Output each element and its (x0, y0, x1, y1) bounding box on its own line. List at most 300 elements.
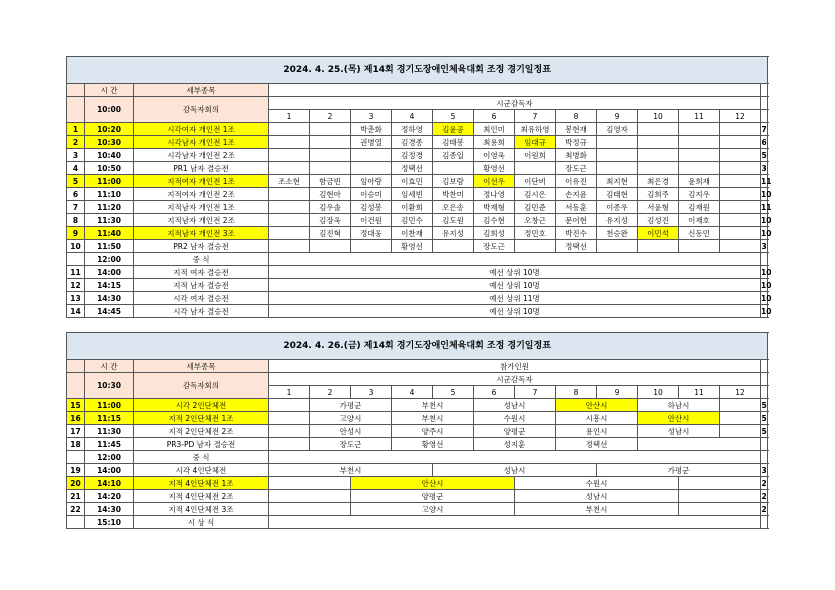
blank (269, 451, 761, 464)
blank (269, 425, 310, 438)
athlete-cell (269, 123, 310, 136)
row-total (761, 438, 768, 451)
blank (269, 253, 761, 266)
meet-label: 감독자회의 (134, 373, 269, 399)
athlete-cell: 박정규 (556, 136, 597, 149)
athlete-cell: 김희주 (638, 188, 679, 201)
table-row (67, 175, 768, 188)
final-note: 예선 상위 10명 (269, 305, 761, 318)
row-event: 지적남자 개인전 3조 (134, 227, 269, 240)
athlete-cell: 이재호 (679, 214, 720, 227)
athlete-cell: 권병열 (351, 136, 392, 149)
row-total: 5 (761, 400, 767, 410)
row-number: 6 (67, 188, 85, 201)
blank (720, 399, 761, 412)
athlete-cell: 김성봉 (351, 201, 392, 214)
table-row (67, 279, 768, 292)
blank (761, 386, 768, 399)
lane-number: 3 (351, 110, 392, 123)
athlete-cell (269, 240, 310, 253)
athlete-cell: 최인미 (474, 123, 515, 136)
blank (269, 412, 310, 425)
athlete-cell: 이승미 (351, 188, 392, 201)
row-time: 11:00 (85, 399, 134, 412)
athlete-cell: 김장욱 (310, 214, 351, 227)
athlete-cell: 서윤형 (638, 201, 679, 214)
athlete-cell: 임대규 (515, 136, 556, 149)
row-number: 13 (67, 292, 85, 305)
row-time: 10:40 (85, 149, 134, 162)
row-time: 11:40 (85, 227, 134, 240)
athlete-cell: 정택선 (392, 162, 433, 175)
row-number: 11 (67, 266, 85, 279)
row-event: 시각 여자 결승전 (134, 292, 269, 305)
no-cell (67, 253, 85, 266)
athlete-cell: 이선우 (474, 175, 515, 188)
blank (761, 373, 768, 386)
athlete-cell: 김도원 (433, 214, 474, 227)
table-row (67, 136, 768, 149)
row-total: 10 (761, 267, 772, 277)
table-row (67, 412, 768, 425)
athlete-cell: 김태현 (597, 188, 638, 201)
time-header: 시 간 (85, 360, 134, 373)
table-row (67, 438, 768, 451)
athlete-cell: 문이현 (556, 214, 597, 227)
athlete-cell: 김민수 (392, 214, 433, 227)
table-row (67, 373, 768, 386)
table-row (67, 333, 768, 360)
meet-time: 10:00 (85, 97, 134, 123)
athlete-cell: 신동민 (679, 227, 720, 240)
blank (679, 477, 761, 490)
row-time: 10:30 (85, 136, 134, 149)
athlete-cell: 이영욱 (474, 149, 515, 162)
final-note: 예선 상위 11명 (269, 292, 761, 305)
table-row (67, 57, 768, 84)
ceremony-label: 시 상 식 (134, 516, 269, 529)
row-total: 3 (761, 163, 767, 173)
athlete-cell: 장도근 (474, 240, 515, 253)
athlete-cell (269, 201, 310, 214)
athlete-cell (269, 136, 310, 149)
team-cell: 시흥시 (556, 412, 638, 425)
team-cell: 안산시 (638, 412, 720, 425)
athlete-cell (269, 214, 310, 227)
team-cell: 수원시 (515, 477, 679, 490)
row-total: 11 (761, 176, 772, 186)
athlete-cell: 김민준 (515, 201, 556, 214)
lane-number: 10 (638, 110, 679, 123)
athlete-cell: 이원희 (515, 149, 556, 162)
blank (761, 110, 768, 123)
athlete-cell: 장도근 (556, 162, 597, 175)
athlete-cell: 최지현 (597, 175, 638, 188)
lunch-label: 중 식 (134, 451, 269, 464)
row-event: 지적남자 개인전 1조 (134, 201, 269, 214)
row-total: 5 (761, 413, 767, 423)
schedule-table-day1 (66, 56, 772, 318)
row-total: 11 (761, 202, 772, 212)
blank (720, 425, 761, 438)
athlete-cell (269, 188, 310, 201)
athlete-cell (638, 136, 679, 149)
ceremony-time: 15:10 (85, 516, 134, 529)
athlete-cell (638, 162, 679, 175)
no-cell (67, 97, 85, 123)
row-event: 지적 4인단체전 3조 (134, 503, 269, 516)
athlete-cell (310, 136, 351, 149)
row-number: 1 (67, 123, 85, 136)
lane-number: 12 (720, 386, 761, 399)
lane-number: 5 (433, 110, 474, 123)
athlete-cell (638, 149, 679, 162)
row-total: 3 (761, 465, 767, 475)
athlete-cell (679, 123, 720, 136)
row-event: 시각남자 개인전 1조 (134, 136, 269, 149)
athlete-cell: 최은경 (638, 175, 679, 188)
row-event: 지적 여자 결승전 (134, 266, 269, 279)
athlete-cell (720, 201, 761, 214)
team-cell: 고양시 (351, 503, 515, 516)
team-cell: 성남시 (474, 399, 556, 412)
team-cell: 가평군 (310, 399, 392, 412)
time-header: 시 간 (85, 84, 134, 97)
no-cell (67, 373, 85, 399)
team-cell: 하남시 (638, 399, 720, 412)
lane-number: 1 (269, 386, 310, 399)
athlete-cell: 함금빈 (310, 175, 351, 188)
row-event: 시각여자 개인전 1조 (134, 123, 269, 136)
lane-number: 7 (515, 110, 556, 123)
row-time: 10:20 (85, 123, 134, 136)
athlete-cell: 이단비 (515, 175, 556, 188)
athlete-cell (269, 149, 310, 162)
athlete-cell (515, 162, 556, 175)
no-header (67, 360, 85, 373)
athlete-cell: 황영선 (392, 438, 474, 451)
athlete-cell (679, 149, 720, 162)
athlete-cell (638, 123, 679, 136)
lane-number: 3 (351, 386, 392, 399)
athlete-cell: 유지성 (433, 227, 474, 240)
blank (679, 490, 761, 503)
row-time: 14:15 (85, 279, 134, 292)
athlete-cell: 정민호 (515, 227, 556, 240)
blank (761, 360, 768, 373)
team-cell: 양평군 (351, 490, 515, 503)
lane-number: 7 (515, 386, 556, 399)
row-event: PR2 남자 결승전 (134, 240, 269, 253)
row-time: 10:50 (85, 162, 134, 175)
row-number: 12 (67, 279, 85, 292)
lane-number: 11 (679, 386, 720, 399)
team-cell: 용인시 (556, 425, 638, 438)
athlete-cell (720, 240, 761, 253)
row-number: 15 (67, 399, 85, 412)
athlete-cell (679, 162, 720, 175)
row-event: PR1 남자 결승전 (134, 162, 269, 175)
team-cell: 성남시 (515, 490, 679, 503)
row-event: 지적 2인단체전 2조 (134, 425, 269, 438)
athlete-cell: 김재원 (679, 201, 720, 214)
row-time: 11:20 (85, 201, 134, 214)
row-total: 10 (761, 215, 772, 225)
table-row (67, 123, 768, 136)
table-row (67, 503, 768, 516)
row-number: 7 (67, 201, 85, 214)
athlete-cell: 이찬재 (392, 227, 433, 240)
table-row (67, 266, 768, 279)
row-event: 지적 4인단체전 2조 (134, 490, 269, 503)
lane-number: 8 (556, 386, 597, 399)
table-row (67, 305, 768, 318)
athlete-cell (351, 240, 392, 253)
blank (761, 84, 768, 97)
row-event: 지적여자 개인전 1조 (134, 175, 269, 188)
group-label: 시군감독자 (269, 373, 761, 386)
no-cell (67, 451, 85, 464)
row-event: 지적 2인단체전 1조 (134, 412, 269, 425)
athlete-cell (720, 123, 761, 136)
athlete-cell: 봉현재 (556, 123, 597, 136)
meet-label: 감독자회의 (134, 97, 269, 123)
table-row (67, 97, 768, 110)
blank (761, 253, 768, 266)
athlete-cell: 김성진 (638, 214, 679, 227)
athlete-cell: 서동훈 (556, 201, 597, 214)
athlete-cell: 이효민 (392, 175, 433, 188)
athlete-cell: 성지훈 (474, 438, 556, 451)
athlete-cell: 이환희 (392, 201, 433, 214)
row-event: 지적여자 개인전 2조 (134, 188, 269, 201)
lane-number: 9 (597, 110, 638, 123)
row-number: 10 (67, 240, 85, 253)
row-event: 지적 4인단체전 1조 (134, 477, 269, 490)
row-event: 지적남자 개인전 2조 (134, 214, 269, 227)
athlete-cell (433, 162, 474, 175)
lane-number: 6 (474, 110, 515, 123)
athlete-cell (310, 149, 351, 162)
athlete-cell (351, 162, 392, 175)
athlete-cell (720, 175, 761, 188)
row-event: 시각 남자 결승전 (134, 305, 269, 318)
lane-number: 6 (474, 386, 515, 399)
athlete-cell: 이건원 (351, 214, 392, 227)
athlete-cell: 임세빈 (392, 188, 433, 201)
team-cell: 수원시 (474, 412, 556, 425)
athlete-cell: 정택선 (556, 438, 638, 451)
blank (761, 97, 768, 110)
team-cell: 안산시 (351, 477, 515, 490)
row-event: 지적 남자 결승전 (134, 279, 269, 292)
blank (638, 438, 761, 451)
athlete-cell: 이유진 (556, 175, 597, 188)
team-cell: 성남시 (433, 464, 597, 477)
row-total: 10 (761, 293, 772, 303)
lunch-time: 12:00 (85, 253, 134, 266)
athlete-cell: 천승완 (597, 227, 638, 240)
table-row (67, 214, 768, 227)
athlete-cell: 박재형 (474, 201, 515, 214)
table-row (67, 516, 768, 529)
lunch-label: 중 식 (134, 253, 269, 266)
row-time: 11:10 (85, 188, 134, 201)
athlete-cell: 황영선 (392, 240, 433, 253)
blank (761, 451, 768, 464)
athlete-cell (597, 149, 638, 162)
athlete-cell: 김현아 (310, 188, 351, 201)
row-total: 5 (761, 150, 767, 160)
athlete-cell: 박진수 (556, 227, 597, 240)
blank (269, 477, 351, 490)
athlete-cell (310, 240, 351, 253)
table-row (67, 253, 768, 266)
event-header: 세부종목 (134, 360, 269, 373)
row-total: 10 (761, 189, 772, 199)
row-time: 14:45 (85, 305, 134, 318)
athlete-cell: 손지윤 (556, 188, 597, 201)
athlete-cell: 이민석 (638, 227, 679, 240)
table-row (67, 188, 768, 201)
day2-title: 2024. 4. 26.(금) 제14회 경기도장애인체육대회 조정 경기일정표 (67, 333, 768, 360)
athlete-cell: 김보람 (433, 175, 474, 188)
row-number: 18 (67, 438, 85, 451)
athlete-cell: 박춘화 (351, 123, 392, 136)
athlete-cell: 김시은 (515, 188, 556, 201)
athlete-cell: 김우솔 (310, 201, 351, 214)
row-time: 14:30 (85, 292, 134, 305)
athlete-cell: 유지성 (597, 214, 638, 227)
row-time: 11:50 (85, 240, 134, 253)
row-time: 14:00 (85, 266, 134, 279)
lane-number: 11 (679, 110, 720, 123)
group-label: 시군감독자 (269, 97, 761, 110)
athlete-cell: 오은송 (433, 201, 474, 214)
table-row (67, 490, 768, 503)
row-number: 22 (67, 503, 85, 516)
no-cell (67, 516, 85, 529)
schedule-table-day2 (66, 332, 768, 529)
athlete-cell (597, 136, 638, 149)
athlete-cell (597, 162, 638, 175)
athlete-cell: 장도근 (310, 438, 392, 451)
blank (269, 490, 351, 503)
athlete-cell (310, 162, 351, 175)
lane-number: 8 (556, 110, 597, 123)
row-total: 2 (761, 504, 767, 514)
team-cell: 부천시 (392, 399, 474, 412)
table-row (67, 425, 768, 438)
team-cell: 부천시 (392, 412, 474, 425)
athlete-cell: 정하영 (392, 123, 433, 136)
lane-number: 4 (392, 110, 433, 123)
lunch-time: 12:00 (85, 451, 134, 464)
lane-number: 9 (597, 386, 638, 399)
lane-number: 4 (392, 386, 433, 399)
lane-number: 12 (720, 110, 761, 123)
athlete-cell: 황영선 (474, 162, 515, 175)
no-header (67, 84, 85, 97)
row-time: 14:00 (85, 464, 134, 477)
row-time: 14:30 (85, 503, 134, 516)
row-total: 5 (761, 426, 767, 436)
athlete-cell: 김지우 (679, 188, 720, 201)
table-row (67, 227, 768, 240)
blank (679, 503, 761, 516)
row-number: 8 (67, 214, 85, 227)
row-time: 11:00 (85, 175, 134, 188)
athlete-cell (638, 240, 679, 253)
lane-number: 1 (269, 110, 310, 123)
athlete-cell (515, 240, 556, 253)
row-event: 시각남자 개인전 2조 (134, 149, 269, 162)
team-cell: 부천시 (269, 464, 433, 477)
row-total: 10 (761, 228, 772, 238)
athlete-cell: 김윤공 (433, 123, 474, 136)
athlete-cell (433, 240, 474, 253)
team-cell: 부천시 (515, 503, 679, 516)
table-row (67, 477, 768, 490)
athlete-cell: 박찬미 (433, 188, 474, 201)
athlete-cell: 김태봉 (433, 136, 474, 149)
blank (269, 438, 310, 451)
athlete-cell (269, 162, 310, 175)
team-cell: 고양시 (310, 412, 392, 425)
athlete-cell (679, 136, 720, 149)
blank (269, 516, 761, 529)
athlete-cell (351, 149, 392, 162)
row-event: PR3-PD 남자 결승전 (134, 438, 269, 451)
lane-number: 5 (433, 386, 474, 399)
athlete-cell (310, 123, 351, 136)
athlete-cell (720, 227, 761, 240)
athlete-cell: 이종우 (597, 201, 638, 214)
table-row (67, 399, 768, 412)
row-number: 20 (67, 477, 85, 490)
athlete-cell (597, 240, 638, 253)
athlete-cell: 김정경 (392, 149, 433, 162)
row-number: 9 (67, 227, 85, 240)
athlete-cell: 윤희재 (679, 175, 720, 188)
team-cell: 안성시 (310, 425, 392, 438)
athlete-cell: 정나영 (474, 188, 515, 201)
team-cell: 안산시 (556, 399, 638, 412)
row-number: 16 (67, 412, 85, 425)
table-row (67, 240, 768, 253)
table-row (67, 464, 768, 477)
athlete-cell (720, 136, 761, 149)
athlete-cell: 조소현 (269, 175, 310, 188)
row-number: 3 (67, 149, 85, 162)
athlete-cell: 김수현 (474, 214, 515, 227)
row-number: 17 (67, 425, 85, 438)
table-row (67, 149, 768, 162)
team-cell: 양주시 (392, 425, 474, 438)
athlete-cell: 김희성 (474, 227, 515, 240)
athlete-cell: 최용희 (474, 136, 515, 149)
athlete-cell: 최병화 (556, 149, 597, 162)
row-total: 3 (761, 241, 767, 251)
team-cell: 가평군 (597, 464, 761, 477)
table-row (67, 162, 768, 175)
blank (269, 503, 351, 516)
row-total: 2 (761, 478, 767, 488)
row-number: 4 (67, 162, 85, 175)
row-event: 시각 2인단체전 (134, 399, 269, 412)
lane-number: 10 (638, 386, 679, 399)
table-row (67, 451, 768, 464)
